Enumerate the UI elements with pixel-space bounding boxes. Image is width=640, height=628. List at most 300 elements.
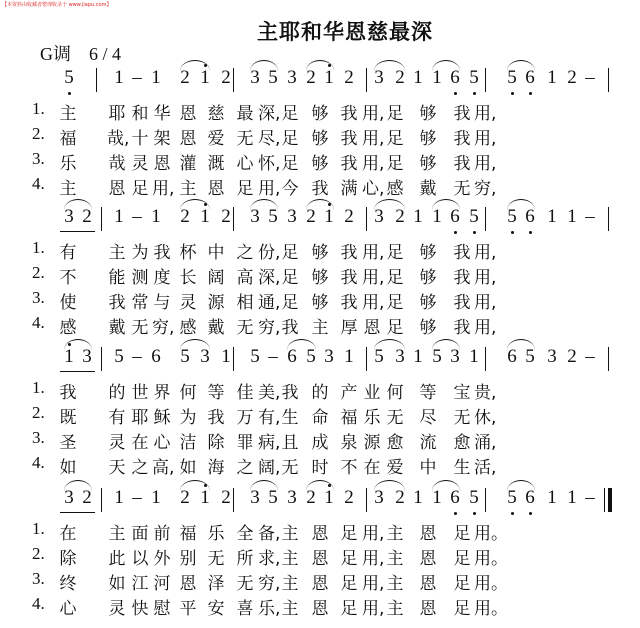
lyric-char: 我	[453, 293, 471, 313]
music-line-2	[0, 205, 640, 235]
slur	[64, 480, 92, 491]
lyric-char: 的	[108, 383, 126, 403]
slur	[374, 480, 405, 491]
eighth-underline	[60, 371, 95, 372]
lyric-char: 足	[281, 243, 299, 263]
lyric-char: 慈	[207, 104, 225, 124]
lyric-char: 主	[386, 574, 404, 594]
lyric-char: 高,	[152, 458, 175, 478]
lyric-char: 恩	[179, 574, 197, 594]
lyric-char: 主	[311, 318, 329, 338]
lyric-char: 通,	[258, 293, 281, 313]
lyric-char: 用。	[474, 599, 508, 619]
lyric-char: 灵	[108, 599, 126, 619]
hold-dash: –	[268, 346, 278, 367]
lyric-char: 足	[340, 599, 358, 619]
lyric-line	[0, 263, 640, 287]
lyric-line	[0, 569, 640, 593]
lyric-char: 恩	[179, 104, 197, 124]
verse-number: 2.	[32, 544, 45, 563]
lyric-char: 除	[59, 549, 77, 569]
note: 2	[306, 487, 316, 508]
barline	[604, 488, 605, 512]
lyric-char: 源	[363, 433, 381, 453]
lyric-char: 测	[131, 268, 149, 288]
note: 1	[547, 67, 557, 88]
lyric-char: 河	[153, 574, 171, 594]
lyric-char: 用,	[474, 268, 497, 288]
lyric-char: 泽	[207, 574, 225, 594]
lyric-char: 够	[311, 293, 329, 313]
lyric-char: 恩	[153, 154, 171, 174]
lyric-char: 福	[59, 129, 77, 149]
lyric-char: 我	[340, 293, 358, 313]
lyric-char: 份,	[258, 243, 281, 263]
slur	[374, 199, 405, 210]
note: 1	[322, 486, 336, 510]
lyric-char: 我	[59, 383, 77, 403]
lyric-char: 所	[236, 549, 254, 569]
hold-dash: –	[585, 487, 595, 508]
note: 1	[62, 345, 76, 369]
lyric-char: 万	[236, 408, 254, 428]
lyric-char: 在	[59, 524, 77, 544]
note: 2	[180, 487, 190, 508]
lyric-char: 够	[311, 243, 329, 263]
lyric-char: 爱	[207, 129, 225, 149]
note: 5	[114, 346, 124, 367]
lyric-char: 够	[419, 318, 437, 338]
verse-number: 1.	[32, 99, 45, 118]
note: 5	[432, 346, 442, 367]
lyric-char: 我	[311, 179, 329, 199]
slur	[180, 60, 210, 71]
lyric-char: 我	[340, 243, 358, 263]
verse-number: 4.	[32, 594, 45, 613]
lyric-char: 无	[386, 408, 404, 428]
lyric-char: 足	[340, 574, 358, 594]
lyric-char: 主	[386, 549, 404, 569]
note: 2	[306, 206, 316, 227]
lyric-char: 用,	[362, 524, 385, 544]
barline	[233, 488, 234, 512]
lyric-char: 我	[281, 318, 299, 338]
lyric-char: 使	[59, 293, 77, 313]
lyric-char: 能	[108, 268, 126, 288]
lyric-char: 福	[179, 524, 197, 544]
lyric-char: 足	[281, 268, 299, 288]
slur	[507, 199, 535, 210]
note: 1	[547, 487, 557, 508]
note: 1	[413, 487, 423, 508]
lyric-char: 求,	[258, 549, 281, 569]
lyric-char: 长	[179, 268, 197, 288]
lyric-char: 主	[386, 524, 404, 544]
lyric-char: 满	[340, 179, 358, 199]
slur	[432, 480, 460, 491]
lyric-char: 心,	[362, 179, 385, 199]
lyric-char: 除	[207, 433, 225, 453]
note: 3	[374, 67, 384, 88]
note: 2	[82, 487, 92, 508]
lyric-char: 足	[386, 293, 404, 313]
lyric-line	[0, 174, 640, 198]
lyric-char: 相	[236, 293, 254, 313]
barline	[233, 68, 234, 92]
slur	[432, 339, 460, 350]
lyric-char: 我	[340, 104, 358, 124]
slur	[374, 339, 405, 350]
eighth-underline	[60, 512, 95, 513]
song-title: 主耶和华恩慈最深	[257, 20, 433, 44]
barline	[608, 207, 609, 231]
note: 1	[114, 206, 124, 227]
lyric-char: 产	[340, 383, 358, 403]
lyric-char: 心	[236, 154, 254, 174]
verse-number: 2.	[32, 124, 45, 143]
note: 6	[448, 66, 462, 90]
lyric-char: 用,	[474, 293, 497, 313]
lyric-char: 恩	[419, 549, 437, 569]
hold-dash: –	[132, 67, 142, 88]
lyric-char: 足	[453, 574, 471, 594]
lyric-char: 愈	[453, 433, 471, 453]
lyric-char: 恩	[311, 599, 329, 619]
note: 6	[448, 486, 462, 510]
note: 6	[448, 205, 462, 229]
lyric-char: 慰	[153, 599, 171, 619]
lyric-char: 全	[236, 524, 254, 544]
slur	[250, 199, 278, 210]
lyric-char: 外	[153, 549, 171, 569]
lyric-char: 用,	[362, 268, 385, 288]
lyric-char: 十	[131, 129, 149, 149]
lyric-char: 用,	[258, 179, 281, 199]
barline	[101, 207, 102, 231]
note: 1	[198, 66, 212, 90]
lyric-char: 主	[386, 599, 404, 619]
lyric-char: 如	[179, 458, 197, 478]
lyric-char: 溉	[207, 154, 225, 174]
lyric-char: 罪	[236, 433, 254, 453]
lyric-char: 架	[153, 129, 171, 149]
verse-number: 2.	[32, 403, 45, 422]
lyric-char: 我	[207, 408, 225, 428]
note: 1	[547, 206, 557, 227]
final-barline	[608, 488, 612, 512]
note: 6	[151, 346, 161, 367]
note: 1	[322, 205, 336, 229]
lyric-char: 何	[386, 383, 404, 403]
lyric-char: 无	[236, 574, 254, 594]
verse-number: 3.	[32, 288, 45, 307]
note: 3	[287, 206, 297, 227]
barline	[233, 207, 234, 231]
lyric-char: 时	[311, 458, 329, 478]
note: 3	[374, 206, 384, 227]
lyric-char: 美,	[258, 383, 281, 403]
lyric-char: 用。	[474, 549, 508, 569]
lyric-char: 洁	[179, 433, 197, 453]
lyric-char: 足	[453, 549, 471, 569]
lyric-char: 我	[340, 154, 358, 174]
note: 1	[469, 346, 479, 367]
lyric-char: 够	[311, 268, 329, 288]
lyric-char: 用,	[362, 549, 385, 569]
lyric-char: 稣	[153, 408, 171, 428]
note: 3	[450, 346, 460, 367]
lyric-char: 用,	[474, 243, 497, 263]
lyric-char: 足	[281, 293, 299, 313]
verse-number: 3.	[32, 569, 45, 588]
lyric-char: 感	[59, 318, 77, 338]
lyric-char: 最	[236, 104, 254, 124]
lyric-char: 心	[59, 599, 77, 619]
lyric-char: 够	[311, 104, 329, 124]
lyric-char: 天	[108, 458, 126, 478]
lyric-char: 恩	[419, 574, 437, 594]
lyric-char: 灌	[179, 154, 197, 174]
lyric-char: 病,	[258, 433, 281, 453]
lyric-char: 穷,	[152, 318, 175, 338]
lyric-char: 恩	[311, 524, 329, 544]
lyric-char: 用。	[474, 574, 508, 594]
slur	[306, 199, 334, 210]
lyric-char: 我	[453, 129, 471, 149]
lyric-char: 与	[153, 293, 171, 313]
hold-dash: –	[585, 206, 595, 227]
lyric-char: 主	[281, 524, 299, 544]
lyric-char: 乐	[363, 408, 381, 428]
lyric-char: 用,	[152, 179, 175, 199]
lyric-char: 恩	[419, 524, 437, 544]
note: 2	[344, 67, 354, 88]
lyric-char: 无	[281, 458, 299, 478]
lyric-char: 够	[419, 154, 437, 174]
verse-number: 2.	[32, 263, 45, 282]
lyric-char: 深,	[258, 268, 281, 288]
note: 1	[413, 67, 423, 88]
lyric-char: 感	[179, 318, 197, 338]
note: 5	[180, 346, 190, 367]
note: 5	[268, 206, 278, 227]
lyric-char: 无	[453, 179, 471, 199]
lyric-char: 足	[281, 104, 299, 124]
slur	[432, 60, 460, 71]
lyric-char: 佳	[236, 383, 254, 403]
lyric-line	[0, 313, 640, 337]
note: 5	[306, 346, 316, 367]
note: 5	[374, 346, 384, 367]
lyric-char: 休,	[474, 408, 497, 428]
lyric-char: 我	[453, 154, 471, 174]
slur	[180, 480, 210, 491]
lyric-char: 穷,	[258, 318, 281, 338]
lyric-line	[0, 288, 640, 312]
lyric-char: 灵	[131, 154, 149, 174]
lyric-char: 乐	[207, 524, 225, 544]
lyric-char: 何	[179, 383, 197, 403]
slur	[64, 339, 92, 350]
slur	[306, 60, 334, 71]
lyric-char: 喜	[236, 599, 254, 619]
note: 6	[507, 346, 517, 367]
note: 5	[467, 66, 481, 90]
hold-dash: –	[132, 206, 142, 227]
music-line-4	[0, 486, 640, 516]
lyric-char: 足	[386, 154, 404, 174]
note: 6	[287, 346, 297, 367]
lyric-char: 主	[281, 599, 299, 619]
lyric-char: 流	[419, 433, 437, 453]
lyric-char: 我	[453, 318, 471, 338]
lyric-char: 我	[340, 268, 358, 288]
hold-dash: –	[585, 346, 595, 367]
barline	[101, 347, 102, 371]
lyric-char: 以	[131, 549, 149, 569]
lyric-char: 足	[453, 524, 471, 544]
note: 2	[344, 487, 354, 508]
verse-number: 4.	[32, 313, 45, 332]
lyric-line	[0, 149, 640, 173]
lyric-char: 穷,	[258, 574, 281, 594]
note: 3	[250, 487, 260, 508]
lyric-char: 生	[281, 408, 299, 428]
lyric-char: 安	[207, 599, 225, 619]
lyric-line	[0, 238, 640, 262]
lyric-char: 之	[236, 458, 254, 478]
note: 1	[151, 67, 161, 88]
lyric-char: 在	[131, 433, 149, 453]
verse-number: 3.	[32, 149, 45, 168]
lyric-char: 无	[236, 129, 254, 149]
key-signature: G调 6 / 4	[40, 44, 121, 64]
lyric-char: 不	[59, 268, 77, 288]
note: 5	[268, 487, 278, 508]
barline	[485, 68, 486, 92]
lyric-char: 阔,	[258, 458, 281, 478]
verse-number: 1.	[32, 238, 45, 257]
lyric-char: 泉	[340, 433, 358, 453]
lyric-char: 我	[281, 383, 299, 403]
lyric-char: 足	[386, 318, 404, 338]
lyric-char: 无	[236, 318, 254, 338]
lyric-char: 主	[281, 549, 299, 569]
lyric-char: 恩	[207, 179, 225, 199]
note: 2	[221, 206, 231, 227]
lyric-char: 我	[108, 293, 126, 313]
lyric-char: 够	[419, 293, 437, 313]
lyric-char: 生	[453, 458, 471, 478]
note: 2	[395, 67, 405, 88]
lyric-char: 等	[419, 383, 437, 403]
barline	[485, 207, 486, 231]
note: 2	[180, 67, 190, 88]
note: 2	[567, 67, 577, 88]
slur	[250, 60, 278, 71]
lyric-char: 不	[340, 458, 358, 478]
barline	[96, 68, 97, 92]
lyric-char: 宝	[453, 383, 471, 403]
note: 1	[322, 66, 336, 90]
lyric-char: 愈	[386, 433, 404, 453]
hold-dash: –	[132, 487, 142, 508]
verse-number: 4.	[32, 453, 45, 472]
hold-dash: –	[132, 346, 142, 367]
slur	[64, 199, 92, 210]
lyric-char: 命	[311, 408, 329, 428]
note: 1	[114, 487, 124, 508]
note: 1	[198, 205, 212, 229]
lyric-char: 主	[281, 574, 299, 594]
slur	[507, 60, 535, 71]
note: 3	[374, 487, 384, 508]
lyric-char: 度	[153, 268, 171, 288]
note: 2	[82, 206, 92, 227]
note: 1	[567, 487, 577, 508]
note: 1	[344, 346, 354, 367]
lyric-char: 爱	[386, 458, 404, 478]
lyric-char: 用,	[474, 154, 497, 174]
lyric-char: 活,	[474, 458, 497, 478]
lyric-char: 用,	[362, 154, 385, 174]
lyric-char: 我	[153, 243, 171, 263]
lyric-char: 既	[59, 408, 77, 428]
note: 5	[505, 66, 519, 90]
lyric-char: 足	[281, 154, 299, 174]
music-line-3	[0, 345, 640, 375]
lyric-char: 够	[419, 243, 437, 263]
lyric-char: 主	[179, 179, 197, 199]
slur	[250, 480, 278, 491]
slur	[432, 199, 460, 210]
lyric-char: 够	[419, 268, 437, 288]
lyric-char: 阔	[207, 268, 225, 288]
note: 2	[306, 67, 316, 88]
note: 1	[413, 346, 423, 367]
lyric-char: 华	[153, 104, 171, 124]
lyric-char: 哉	[108, 154, 126, 174]
lyric-char: 平	[179, 599, 197, 619]
lyric-char: 为	[131, 243, 149, 263]
note: 3	[250, 206, 260, 227]
verse-number: 4.	[32, 174, 45, 193]
lyric-char: 够	[419, 104, 437, 124]
lyric-char: 主	[108, 524, 126, 544]
note: 2	[180, 206, 190, 227]
lyric-char: 我	[453, 243, 471, 263]
lyric-char: 江	[131, 574, 149, 594]
note: 2	[221, 67, 231, 88]
note: 1	[151, 487, 161, 508]
lyric-char: 快	[131, 599, 149, 619]
note: 2	[221, 487, 231, 508]
lyric-char: 用,	[362, 574, 385, 594]
lyric-char: 够	[311, 154, 329, 174]
slur	[306, 480, 334, 491]
note: 3	[200, 346, 210, 367]
verse-number: 3.	[32, 428, 45, 447]
lyric-char: 界	[153, 383, 171, 403]
lyric-char: 足	[386, 104, 404, 124]
lyric-line	[0, 453, 640, 477]
lyric-char: 心	[153, 433, 171, 453]
note: 3	[287, 487, 297, 508]
note: 1	[567, 206, 577, 227]
lyric-char: 业	[363, 383, 381, 403]
lyric-char: 前	[153, 524, 171, 544]
lyric-char: 用,	[474, 104, 497, 124]
